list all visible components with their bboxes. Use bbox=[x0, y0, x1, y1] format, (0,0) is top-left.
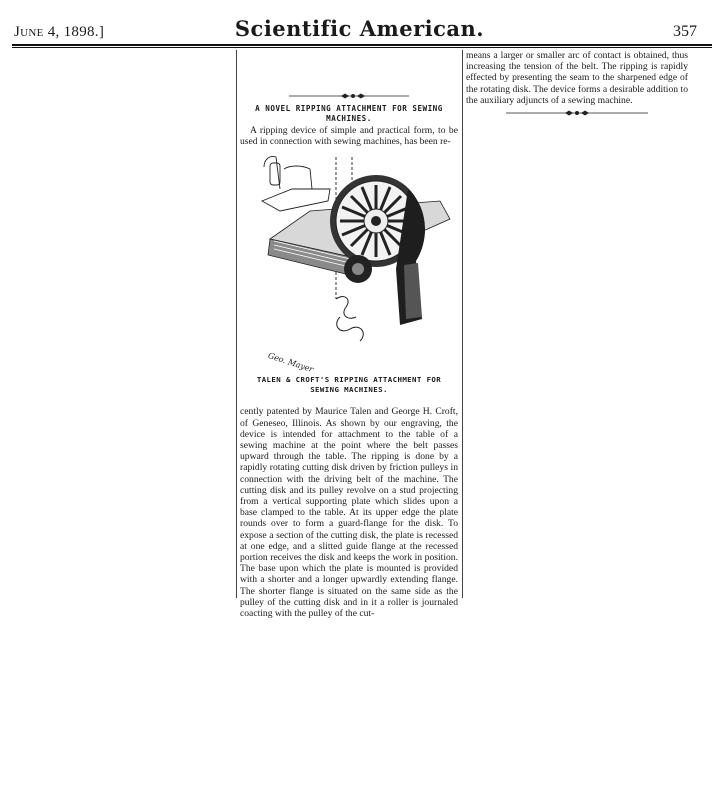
header-rule bbox=[12, 44, 712, 46]
masthead bbox=[0, 0, 719, 48]
article-intro: A ripping device of simple and practical form, to be used in connection with sewing machines, has been re- bbox=[240, 125, 458, 148]
figure-caption: TALEN & CROFT'S RIPPING ATTACHMENT FOR SEWING MACHINES. bbox=[256, 375, 442, 395]
article-continuation: means a larger or smaller arc of contact is obtained, thus increasing the tension of the belt. The ripping is rapidly effected by presenting the seam to the sharpened edge of the rotating disk. The device forms a desirable addition to the auxiliary adjuncts of a sewing machine. bbox=[466, 50, 688, 106]
ornament-divider-icon bbox=[289, 92, 409, 100]
issue-date: June 4, 1898.] bbox=[14, 24, 105, 40]
header-rule-thin bbox=[12, 47, 712, 48]
continuation-column bbox=[466, 50, 688, 117]
article-column bbox=[240, 92, 458, 619]
article-heading: A NOVEL RIPPING ATTACHMENT FOR SEWING MACHINES. bbox=[255, 104, 443, 123]
end-ornament-icon bbox=[506, 109, 648, 117]
column-rule-right bbox=[462, 50, 463, 598]
journal-title: Scientific American. bbox=[234, 16, 485, 41]
page-number: 357 bbox=[673, 23, 697, 40]
ripping-attachment-engraving bbox=[240, 149, 458, 371]
column-rule-left bbox=[236, 50, 237, 598]
article-body: cently patented by Maurice Talen and George H. Croft, of Geneseo, Illinois. As shown by our engraving, the device is intended for attachment to the table of a sewing machine at the point where the belt passes upward through the table. The ripping is done by a rapidly rotating cutting disk driven by friction pulleys in connection with the driving belt of the machine. The cutting disk and its pulley revolve on a stud projecting from a vertical supporting plate which slides upon a base clamped to the table. At its upper edge the plate rounds over to form a guard-flange for the disk. To expose a section of the cutting disk, the plate is recessed at one edge, and a slitted guide flange at the recessed portion receives the disk and keeps the work in position. The base upon which the plate is mounted is provided with a shorter and a longer upwardly extending flange. The shorter flange is situated on the same side as the pulley of the cutting disk and in it a roller is journaled coacting with the pulley of the cut- bbox=[240, 406, 458, 620]
engraver-signature: Geo. Mayer bbox=[266, 350, 315, 375]
